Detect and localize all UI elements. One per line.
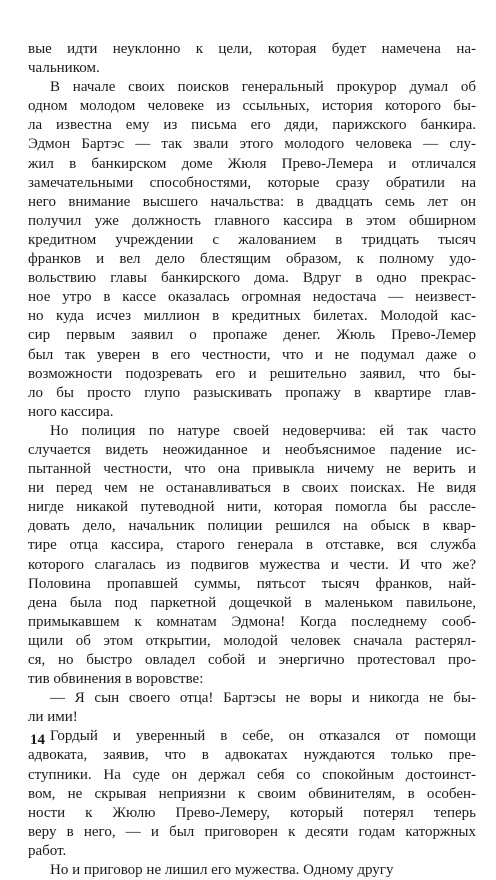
paragraph [28,861,476,880]
text-line: Но полиция по натуре своей недоверчива: ей так часто [50,422,476,439]
text-line: нигде никакой путеводной нити, которая помогла бы рассле- [28,499,476,516]
text-line: ли ими! [28,709,78,726]
text-line: пытанной честности, что она привыкла ничему не верить и [28,461,476,478]
page-text [28,40,476,880]
text-line: адвоката, заявив, что в адвокатах нуждаются только пре- [28,747,476,764]
text-line: щили об этом открытии, молодой человек сначала растерял- [28,632,476,649]
text-line: которого слагалась из подвигов мужества и чести. И что же? [28,556,476,573]
text-line: замечательными способностями, которые сразу обратили на [28,174,476,191]
text-line: тире отца кассира, старого генерала в отставке, вся служба [28,537,476,554]
text-line: но куда исчез миллион в кредитных билетах. Молодой кас- [28,308,476,325]
text-line: сир первым заявил о пропаже денег. Жюль Прево-Лемер [28,327,476,344]
text-line: ло бы просто глупо разыскивать пропажу в квартире глав- [28,384,476,401]
text-line: ся, но быстро овладел собой и энергично протестовал про- [28,652,476,668]
text-line: ности к Жюлю Прево-Лемеру, который потерял теперь [28,804,476,821]
text-line: дена была под паркетной дощечкой в маленьком павильоне, [28,594,476,611]
paragraph [28,78,476,422]
text-line: ни перед чем не останавливаться в своих поисках. Не видя [28,480,476,497]
text-line: В начале своих поисков генеральный прокурор думал об [50,79,476,96]
text-line: вольствию главы банкирского дома. Вдруг в одно прекрас- [28,270,476,287]
text-line: — Я сын своего отца! Бартэсы не воры и никогда не бы- [50,690,476,707]
text-line: франков и вел дело блестящим образом, к полному удо- [28,251,476,268]
paragraph [28,40,476,78]
paragraph [28,422,476,689]
text-line: вом, не скрывая неприязни к своим обвинителям, в особен- [28,785,476,802]
text-line: веру в него, — и был приговорен к десяти годам каторжных [28,823,476,840]
text-line: ного кассира. [28,403,114,420]
text-line: был так уверен в его честности, что и не подумал даже о [28,346,476,363]
text-line: ла известна ему из письма его дяди, парижского банкира. [28,117,476,134]
text-line: ное утро в кассе оказалась огромная недостача — неизвест- [28,289,476,306]
text-line: Гордый и уверенный в себе, он отказался от помощи [50,728,476,745]
text-line: жил в банкирском доме Жюля Прево-Лемера и отличался [28,155,476,172]
paragraph [28,689,476,727]
text-line: ступники. На суде он держал себя со спокойным достоинст- [28,766,476,783]
text-line: работ. [28,842,67,859]
text-line: Эдмон Бартэс — так звали этого молодого человека — слу- [28,136,476,153]
paragraph [28,727,476,861]
text-line: кредитном учреждении с жалованием в тридцать тысяч [28,231,476,248]
text-line: получил уже должность главного кассира в этом обширном [28,212,476,229]
text-line: случается видеть неожиданное и необъяснимое падение ис- [28,441,476,458]
text-line: довать дело, начальник полиции решился на обыск в квар- [28,518,476,535]
text-line: одном молодом человеке из ссыльных, история которого бы- [28,98,476,115]
text-line: Половина пропавшей суммы, пятьсот тысяч франков, най- [28,575,476,592]
text-line: возможности подозревать его и решительно заявил, что бы- [28,365,476,382]
text-line: чальником. [28,60,100,77]
text-line: тив обвинения в воровстве: [28,671,204,688]
text-line: него внимание высшего начальства: в двадцать семь лет он [28,193,476,210]
text-line: Но и приговор не лишил его мужества. Одному другу [50,862,394,879]
page-number: 14 [30,732,45,748]
text-line: примыкавшем к комнатам Эдмона! Когда последнему сооб- [28,613,476,630]
text-line: вые идти неуклонно к цели, которая будет намечена на- [28,41,476,57]
